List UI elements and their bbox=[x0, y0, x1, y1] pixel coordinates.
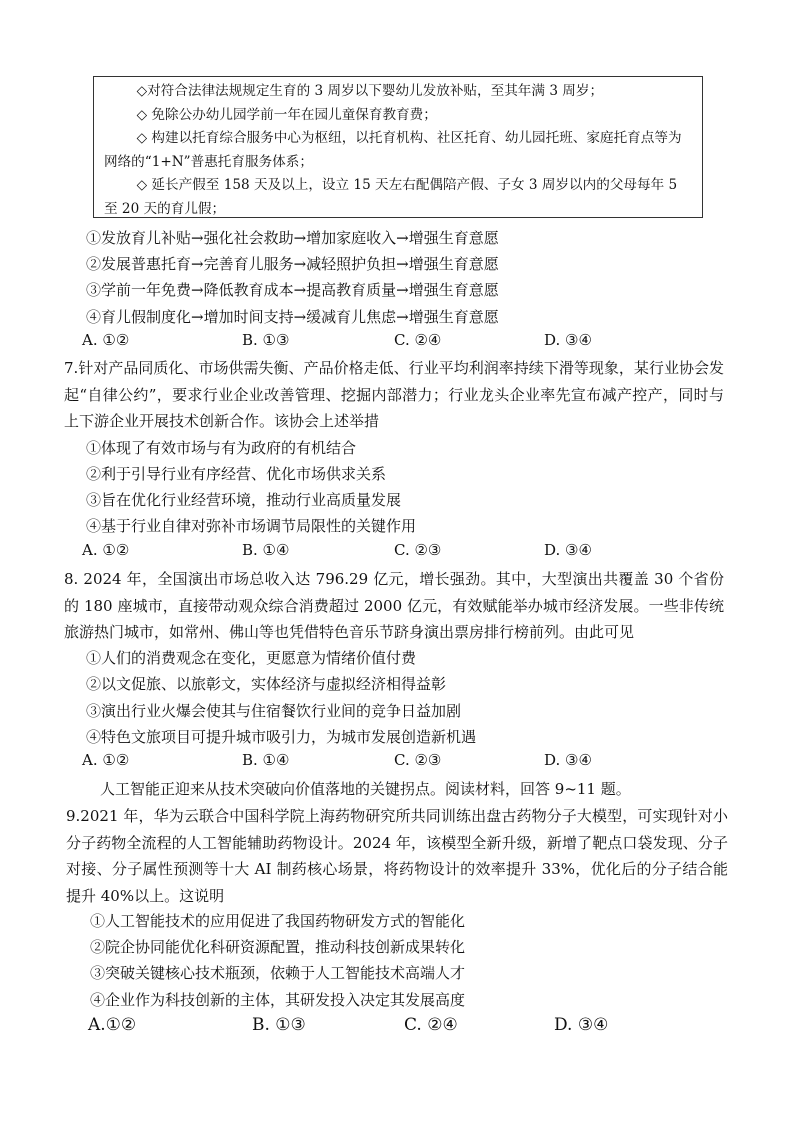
answer-b: B. ①④ bbox=[242, 751, 290, 769]
policy-item: ◇ 构建以托育综合服务中心为枢纽，以托育机构、社区托育、幼儿园托班、家庭托育点等为网络的“1+N”普惠托育服务体系； bbox=[104, 130, 682, 170]
policy-item: ◇对符合法律法规规定生育的 3 周岁以下婴幼儿发放补贴，至其年满 3 周岁； bbox=[136, 83, 604, 99]
q7-stem: 7.针对产品同质化、市场供需失衡、产品价格走低、行业平均利润率持续下滑等现象，某行业协会发起“自律公约”，要求行业企业改善管理、挖掘内部潜力；行业龙头企业率先宣布减产控产，同时与上下游企业开展技术创新合作。该协会上述举措 bbox=[64, 359, 724, 430]
q9-option-3: ③突破关键核心技术瓶颈，依赖于人工智能技术高端人才 bbox=[90, 964, 466, 982]
answer-d: D. ③④ bbox=[544, 331, 592, 349]
q6-option-2: ②发展普惠托育→完善育儿服务→减轻照护负担→增强生育意愿 bbox=[86, 255, 499, 273]
material-intro: 人工智能正迎来从技术突破向价值落地的关键拐点。阅读材料，回答 9~11 题。 bbox=[100, 780, 631, 798]
answer-c: C. ②④ bbox=[404, 1015, 458, 1035]
q7-option-3: ③旨在优化行业经营环境，推动行业高质量发展 bbox=[86, 491, 402, 509]
answer-a: A. ①② bbox=[82, 541, 130, 559]
answer-d: D. ③④ bbox=[554, 1015, 609, 1035]
answer-d: D. ③④ bbox=[544, 541, 592, 559]
answer-c: C. ②③ bbox=[394, 751, 442, 769]
q9-stem: 9.2021 年，华为云联合中国科学院上海药物研究所共同训练出盘古药物分子大模型，可实现针对小分子药物全流程的人工智能辅助药物设计。2024 年，该模型全新升级，新增了靶点口袋发现、分子对接、分子属性预测等十大 AI 制药核心场景，将药物设计的效率提升 33%，优化后的分子结合能提升 40%以上。这说明 bbox=[66, 807, 728, 905]
q6-option-1: ①发放育儿补贴→强化社会救助→增加家庭收入→增强生育意愿 bbox=[86, 229, 499, 247]
answer-c: C. ②④ bbox=[394, 331, 442, 349]
q7-option-1: ①体现了有效市场与有为政府的有机结合 bbox=[86, 439, 357, 457]
answer-b: B. ①③ bbox=[252, 1015, 306, 1035]
q6-option-4: ④育儿假制度化→增加时间支持→缓减育儿焦虑→增强生育意愿 bbox=[86, 308, 499, 326]
answer-c: C. ②③ bbox=[394, 541, 442, 559]
q9-option-1: ①人工智能技术的应用促进了我国药物研发方式的智能化 bbox=[90, 912, 466, 930]
policy-item: ◇ 免除公办幼儿园学前一年在园儿童保育教育费； bbox=[136, 106, 437, 123]
q8-option-4: ④特色文旅项目可提升城市吸引力，为城市发展创造新机遇 bbox=[86, 728, 477, 746]
q9-option-2: ②院企协同能优化科研资源配置，推动科技创新成果转化 bbox=[90, 938, 466, 956]
q7-option-2: ②利于引导行业有序经营、优化市场供求关系 bbox=[86, 465, 387, 483]
policy-material-box bbox=[93, 76, 703, 218]
answer-a: A. ①② bbox=[82, 331, 130, 349]
answer-b: B. ①③ bbox=[242, 331, 290, 349]
policy-item: ◇ 延长产假至 158 天及以上，设立 15 天左右配偶陪产假、子女 3 周岁以内的父母每年 5 至 20 天的育儿假； bbox=[104, 177, 678, 217]
q9-option-4: ④企业作为科技创新的主体，其研发投入决定其发展高度 bbox=[90, 991, 466, 1009]
answer-d: D. ③④ bbox=[544, 751, 592, 769]
q7-option-4: ④基于行业自律对弥补市场调节局限性的关键作用 bbox=[86, 517, 417, 535]
q8-option-1: ①人们的消费观念在变化，更愿意为情绪价值付费 bbox=[86, 649, 417, 667]
answer-b: B. ①④ bbox=[242, 541, 290, 559]
q6-option-3: ③学前一年免费→降低教育成本→提高教育质量→增强生育意愿 bbox=[86, 281, 499, 299]
answer-a: A. ①② bbox=[82, 751, 130, 769]
q8-option-2: ②以文促旅、以旅彰文，实体经济与虚拟经济相得益彰 bbox=[86, 675, 447, 693]
q8-stem: 8. 2024 年，全国演出市场总收入达 796.29 亿元，增长强劲。其中，大型演出共覆盖 30 个省份的 180 座城市，直接带动观众综合消费超过 2000 亿元，有效赋能举办城市经济发展。一些非传统旅游热门城市，如常州、佛山等也凭借特色音乐节跻身演出票房排行榜前列。由此可见 bbox=[64, 570, 724, 641]
q8-option-3: ③演出行业火爆会使其与住宿餐饮行业间的竞争日益加剧 bbox=[86, 702, 462, 720]
answer-a: A.①② bbox=[88, 1015, 137, 1035]
